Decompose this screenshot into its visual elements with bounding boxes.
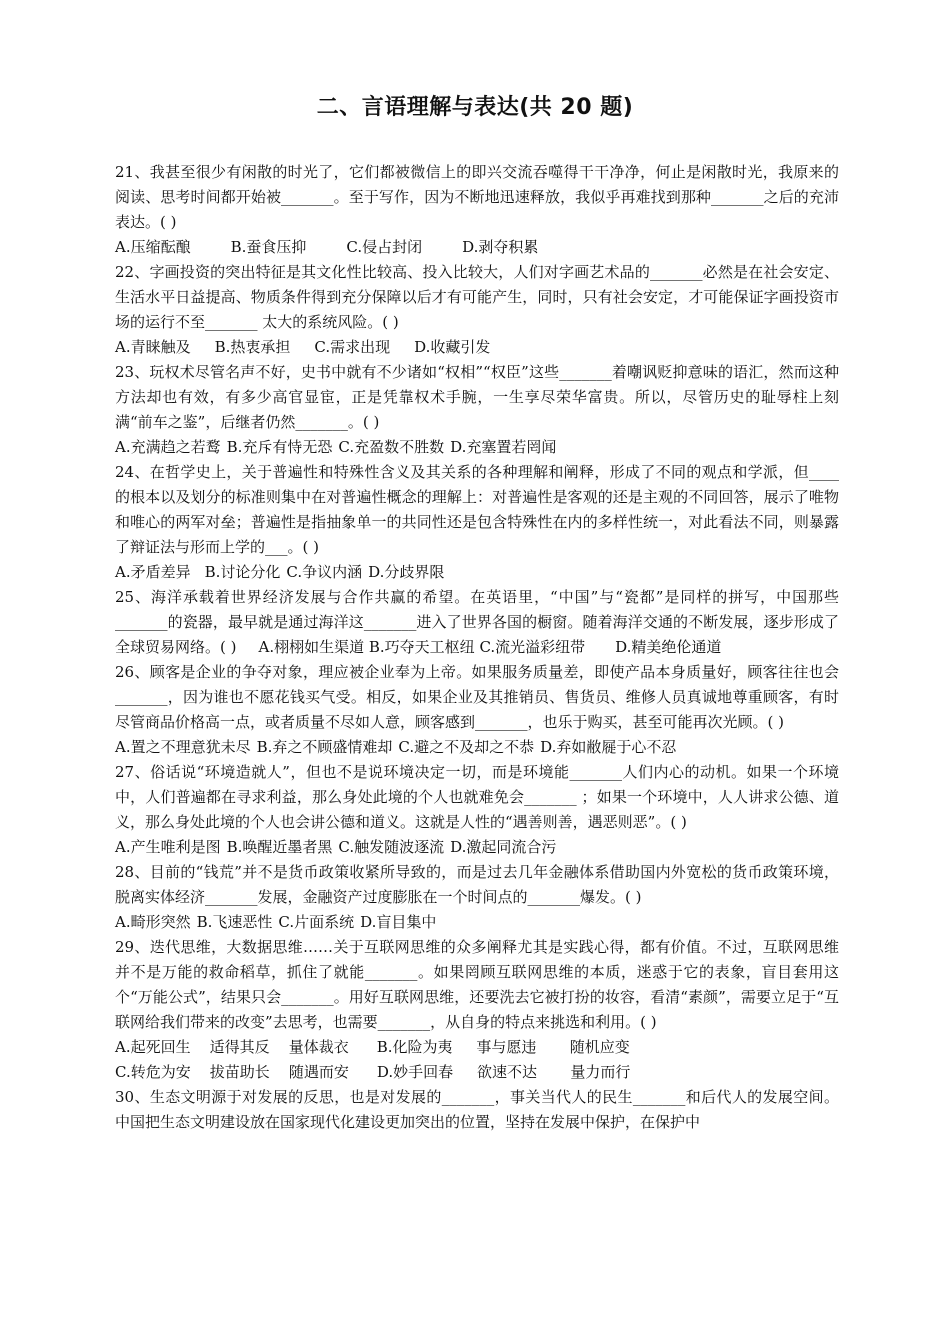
option-b: B.讨论分化 — [204, 563, 281, 581]
question-stem — [115, 860, 839, 910]
question-30 — [115, 1085, 839, 1135]
question-stem — [115, 760, 839, 835]
section-title: 二、言语理解与表达(共 20 题) — [316, 95, 634, 120]
option-b: B.充斥有恃无恐 — [226, 438, 333, 456]
question-stem — [115, 935, 839, 1035]
question-number: 30、 — [115, 1088, 150, 1106]
question-24 — [115, 460, 839, 585]
question-stem — [115, 160, 839, 235]
option-d: D.精美绝伦通道 — [615, 638, 722, 656]
question-options — [115, 335, 839, 360]
question-stem — [115, 1085, 839, 1135]
question-text: 海洋承载着世界经济发展与合作共赢的希望。在英语里，“中国”与“瓷都”是同样的拼写，中国那些_______的瓷器，最早就是通过海洋这_______进入了世界各国的橱窗。随着海洋交通的不断发展，逐步形成了全球贸易网络。( ) — [115, 588, 839, 656]
option-a: A.起死回生 适得其反 量体裁衣 — [115, 1038, 349, 1056]
option-b: B.弃之不顾盛情难却 — [256, 738, 393, 756]
question-22 — [115, 260, 839, 360]
question-text: 迭代思维，大数据思维……关于互联网思维的众多阐释尤其是实践心得，都有价值。不过，互联网思维并不是万能的救命稻草，抓住了就能_______。如果罔顾互联网思维的本质，迷惑于它的表象，盲目套用这个“万能公式”，结果只会_______。用好互联网思维，还要洗去它被打扮的妆容，看清“素颜”，需要立足于“互联网给我们带来的改变”去思考，也需要_______，从自身的特点来挑选和利用。( ) — [115, 938, 839, 1031]
question-29 — [115, 935, 839, 1085]
option-a: A.畸形突然 — [115, 913, 191, 931]
question-25 — [115, 585, 839, 660]
option-d: D.激起同流合污 — [450, 838, 557, 856]
option-b: B.巧夺天工枢纽 — [368, 638, 475, 656]
option-b: B.化险为夷 事与愿违 随机应变 — [376, 1038, 630, 1056]
option-d: D.妙手回春 欲速不达 量力而行 — [376, 1063, 631, 1081]
option-a: A.压缩酝酿 — [115, 238, 191, 256]
option-b: B.飞速恶性 — [196, 913, 273, 931]
option-a: A.青睐触及 — [115, 338, 191, 356]
question-options — [115, 560, 839, 585]
option-b: B.唤醒近墨者黑 — [226, 838, 333, 856]
question-28 — [115, 860, 839, 935]
question-list — [115, 160, 839, 1135]
option-d: D.弃如敝屣于心不忍 — [540, 738, 677, 756]
option-c: C.避之不及却之不恭 — [398, 738, 535, 756]
question-26 — [115, 660, 839, 760]
option-d: D.收藏引发 — [414, 338, 491, 356]
option-d: D.分歧界限 — [368, 563, 445, 581]
option-c: C.流光溢彩纽带 — [479, 638, 586, 656]
question-stem — [115, 585, 839, 660]
question-stem — [115, 660, 839, 735]
question-number: 24、 — [115, 463, 150, 481]
option-c: C.侵占封闭 — [346, 238, 423, 256]
option-c: C.充盈数不胜数 — [338, 438, 445, 456]
question-number: 21、 — [115, 163, 150, 181]
option-d: D.剥夺积累 — [462, 238, 539, 256]
question-number: 29、 — [115, 938, 150, 956]
option-d: D.充塞置若罔闻 — [450, 438, 557, 456]
question-stem — [115, 460, 839, 560]
option-a: A.栩栩如生渠道 — [258, 638, 365, 656]
question-21 — [115, 160, 839, 260]
option-c: C.争议内涵 — [286, 563, 363, 581]
question-number: 27、 — [115, 763, 151, 781]
question-text: 俗话说“环境造就人”，但也不是说环境决定一切，而是环境能_______人们内心的动机。如果一个环境中，人们普遍都在寻求利益，那么身处此境的个人也就难免会_______ ；如果一个环境中，人人讲求公德、道义，那么身处此境的个人也会讲公德和道义。这就是人性的“遇善则善，遇恶则恶”。( ) — [115, 763, 839, 831]
option-a: A.产生唯利是图 — [115, 838, 221, 856]
question-options — [115, 435, 839, 460]
question-options — [115, 1035, 839, 1085]
question-text: 字画投资的突出特征是其文化性比较高、投入比较大，人们对字画艺术品的_______必然是在社会安定、生活水平日益提高、物质条件得到充分保障以后才有可能产生，同时，只有社会安定，才可能保证字画投资市场的运行不至_______ 太大的系统风险。( ) — [115, 263, 839, 331]
question-text: 在哲学史上，关于普遍性和特殊性含义及其关系的各种理解和阐释，形成了不同的观点和学派，但____的根本以及划分的标准则集中在对普遍性概念的理解上：对普遍性是客观的还是主观的不同回答，展示了唯物和唯心的两军对垒；普遍性是指抽象单一的共同性还是包含特殊性在内的多样性统一，对此看法不同，则暴露了辩证法与形而上学的___。( ) — [115, 463, 839, 556]
question-text: 玩权术尽管名声不好，史书中就有不少诸如“权相”“权臣”这些_______着嘲讽贬抑意味的语汇，然而这种方法却也有效，有多少高官显宦，正是凭靠权术手腕，一生享尽荣华富贵。所以，尽管历史的耻辱柱上刻满“前车之鉴”，后继者仍然_______。( ) — [115, 363, 839, 431]
question-stem — [115, 360, 839, 435]
option-b: B.蚕食压抑 — [230, 238, 307, 256]
question-text: 生态文明源于对发展的反思，也是对发展的_______，事关当代人的民生_______和后代人的发展空间。中国把生态文明建设放在国家现代化建设更加突出的位置，坚持在发展中保护，在保护中 — [115, 1088, 839, 1131]
question-options — [115, 735, 839, 760]
option-c: C.需求出现 — [314, 338, 391, 356]
option-b: B.热衷承担 — [214, 338, 291, 356]
question-number: 25、 — [115, 588, 152, 606]
question-number: 23、 — [115, 363, 150, 381]
question-text: 顾客是企业的争夺对象，理应被企业奉为上帝。如果服务质量差，即使产品本身质量好，顾客往往也会_______，因为谁也不愿花钱买气受。相反，如果企业及其推销员、售货员、维修人员真诚地尊重顾客，有时尽管商品价格高一点，或者质量不尽如人意，顾客感到_______，也乐于购买，甚至可能再次光顾。( ) — [115, 663, 839, 731]
question-number: 28、 — [115, 863, 150, 881]
option-d: D.盲目集中 — [360, 913, 437, 931]
option-a: A.置之不理意犹未尽 — [115, 738, 251, 756]
option-c: C.转危为安 拔苗助长 随遇而安 — [115, 1063, 349, 1081]
question-options — [115, 835, 839, 860]
option-c: C.片面系统 — [278, 913, 355, 931]
option-a: A.矛盾差异 — [115, 563, 191, 581]
question-options — [115, 235, 839, 260]
question-stem — [115, 260, 839, 335]
question-23 — [115, 360, 839, 460]
question-27 — [115, 760, 839, 860]
option-c: C.触发随波逐流 — [338, 838, 445, 856]
question-text: 目前的“钱荒”并不是货币政策收紧所导致的，而是过去几年金融体系借助国内外宽松的货币政策环境，脱离实体经济_______发展，金融资产过度膨胀在一个时间点的_______爆发。( ) — [115, 863, 840, 906]
question-number: 26、 — [115, 663, 150, 681]
question-options — [115, 910, 839, 935]
question-text: 我甚至很少有闲散的时光了，它们都被微信上的即兴交流吞噬得干干净净，何止是闲散时光，我原来的阅读、思考时间都开始被_______。至于写作，因为不断地迅速释放，我似乎再难找到那种_______之后的充沛表达。( ) — [115, 163, 839, 231]
question-number: 22、 — [115, 263, 150, 281]
option-a: A.充满趋之若鹜 — [115, 438, 221, 456]
